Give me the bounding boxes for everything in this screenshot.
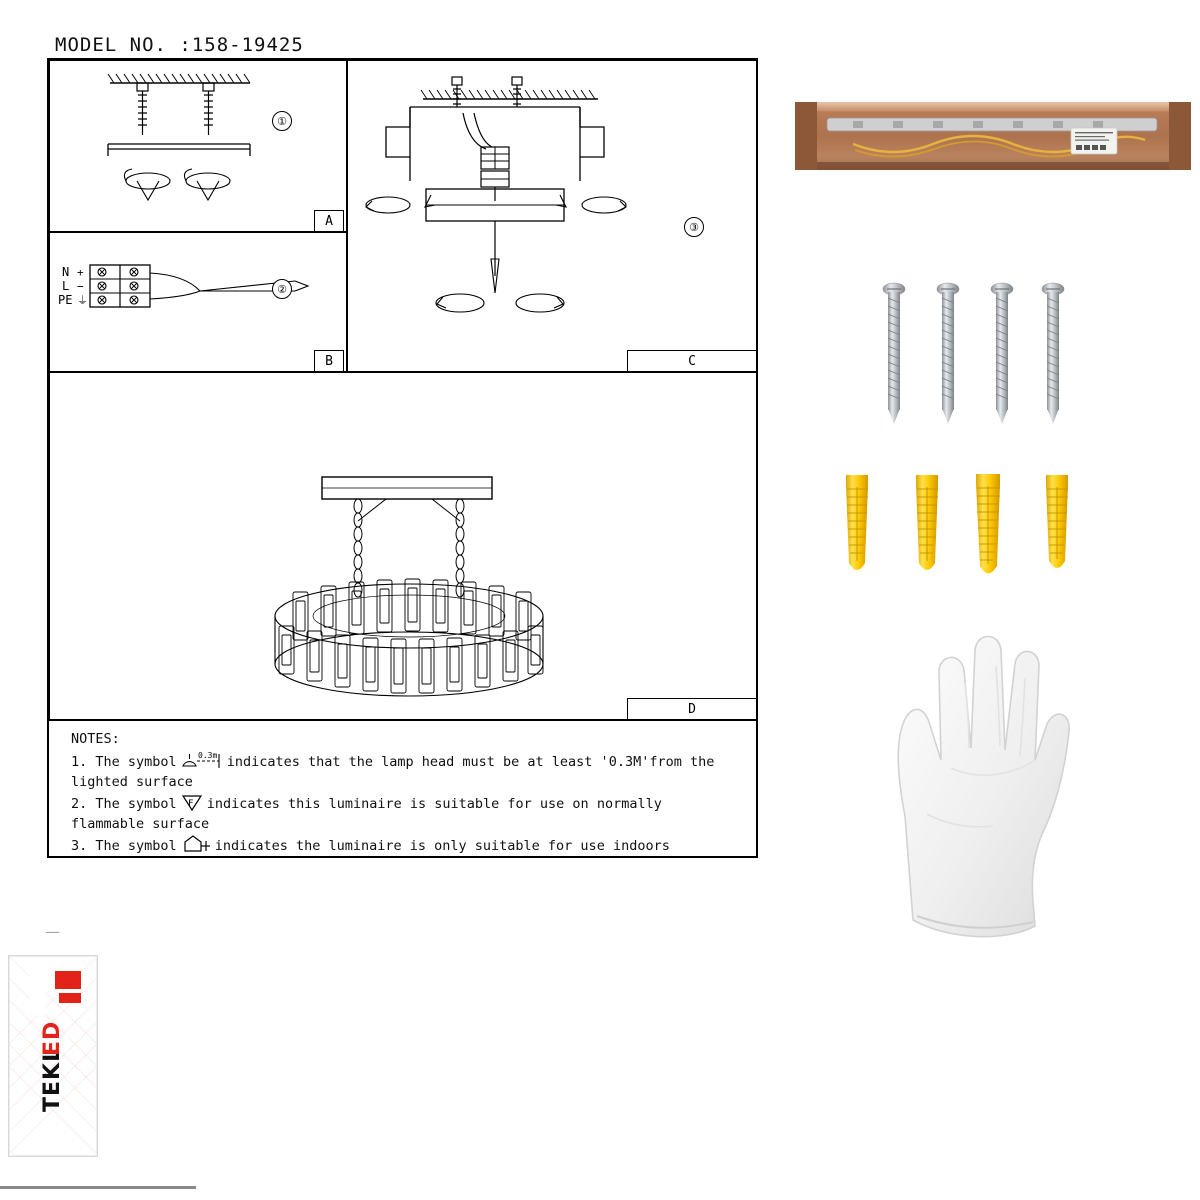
step-marker-3: ③	[684, 217, 704, 237]
panel-tag-a: A	[314, 210, 344, 232]
panel-tag-c: C	[627, 350, 757, 372]
svg-text:0.3m: 0.3m	[197, 751, 217, 760]
notes-heading: NOTES:	[71, 731, 120, 747]
panel-d-chandelier-drawing	[50, 373, 757, 719]
glove-photo	[865, 620, 1085, 950]
note-3-number: 3.	[71, 838, 88, 854]
svg-text:ED: ED	[40, 1020, 65, 1056]
note-2-text-after: indicates this luminaire is suitable for use on normally flammable surface	[71, 796, 662, 832]
step-marker-2: ②	[272, 279, 292, 299]
logo-accent-mark	[25, 965, 87, 1023]
indoor-use-house-icon	[179, 834, 213, 854]
svg-text:L: L	[62, 279, 70, 293]
panel-d	[49, 372, 758, 720]
min-distance-0.3m-icon	[179, 750, 225, 770]
panel-a	[49, 60, 347, 232]
note-2-text-before: The symbol	[95, 796, 177, 812]
panel-b-drawing	[50, 233, 346, 371]
bottom-rule	[0, 1186, 196, 1189]
stub-mark: ––	[46, 925, 60, 938]
ceiling-plate-fixture-photo	[793, 92, 1193, 182]
panel-a-drawing	[50, 61, 346, 231]
note-item-1	[71, 750, 741, 792]
svg-text:TEKL: TEKL	[40, 1046, 65, 1112]
note-item-2	[71, 792, 741, 834]
panel-tag-d: D	[627, 698, 757, 720]
diagram-frame	[47, 58, 758, 858]
note-3-text-after: indicates the luminaire is only suitable for use indoors	[214, 838, 670, 854]
model-number-label: MODEL NO. :158-19425	[55, 34, 304, 56]
note-1-text-after: indicates that the lamp head must be at least '0.3M'from the lighted surface	[71, 754, 715, 790]
note-item-3	[71, 834, 741, 856]
wall-plug-photo-group	[838, 470, 1098, 600]
svg-text:⏚: ⏚	[77, 294, 88, 307]
note-1-text-before: The symbol	[95, 754, 177, 770]
screw-photo-group	[875, 278, 1065, 438]
panel-tag-b: B	[314, 350, 344, 372]
note-1-number: 1.	[71, 754, 88, 770]
note-3-text-before: The symbol	[95, 838, 177, 854]
panel-c-drawing	[348, 61, 757, 371]
svg-text:PE: PE	[58, 293, 73, 307]
svg-text:+: +	[77, 266, 84, 279]
notes-panel	[49, 720, 758, 856]
svg-text:N: N	[62, 265, 70, 279]
panel-c	[347, 60, 758, 372]
step-marker-1: ①	[272, 111, 292, 131]
note-2-number: 2.	[71, 796, 88, 812]
panel-b	[49, 232, 347, 372]
svg-text:−: −	[77, 280, 84, 293]
svg-text:F: F	[187, 799, 194, 809]
f-mark-triangle-icon	[179, 792, 205, 812]
notes-block	[71, 729, 741, 856]
